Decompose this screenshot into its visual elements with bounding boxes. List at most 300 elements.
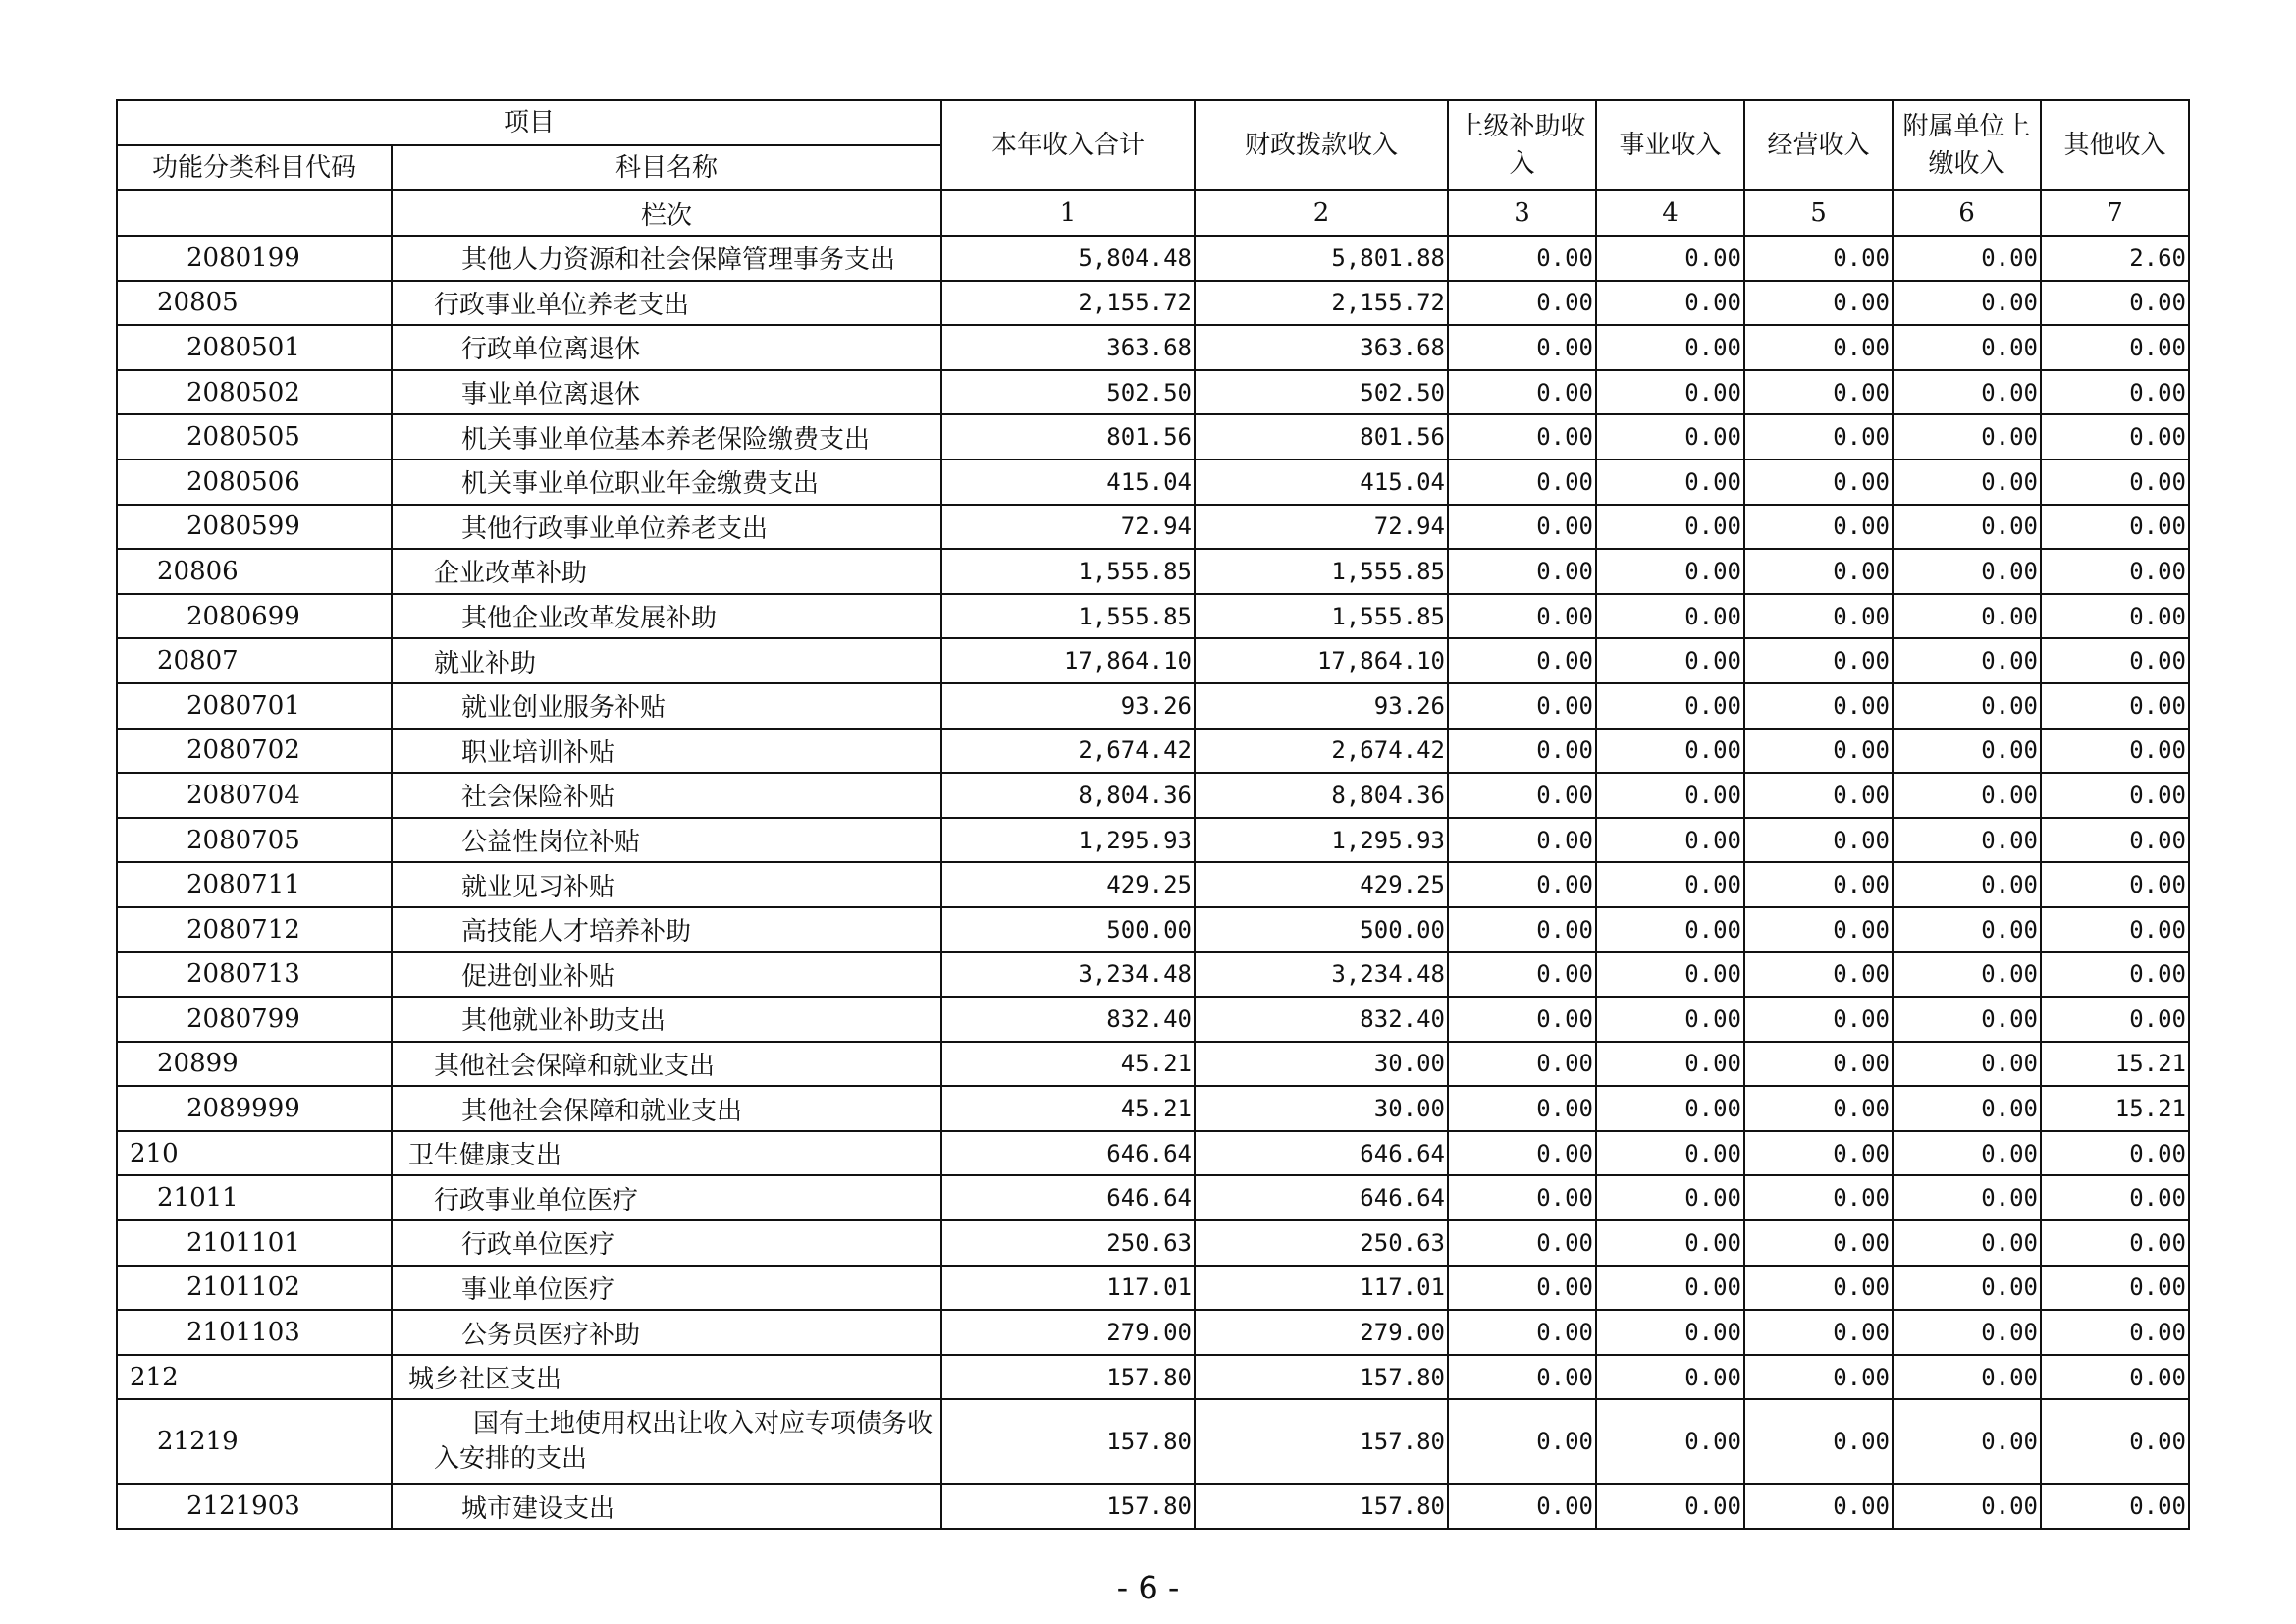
- subject-code: 2101101: [117, 1220, 392, 1266]
- amount-cell: 17,864.10: [1195, 638, 1448, 683]
- amount-cell: 415.04: [941, 460, 1195, 505]
- page-number: - 6 -: [1116, 1569, 1180, 1606]
- subject-code: 20807: [117, 638, 392, 683]
- subject-name: 事业单位医疗: [392, 1266, 941, 1311]
- column-number: 5: [1744, 190, 1893, 236]
- amount-cell: 0.00: [1893, 1484, 2041, 1529]
- subject-code: 2080702: [117, 729, 392, 774]
- subject-code: 20806: [117, 549, 392, 594]
- amount-cell: 0.00: [1596, 236, 1744, 281]
- subject-name: 促进创业补贴: [392, 952, 941, 998]
- subject-name: 其他社会保障和就业支出: [392, 1086, 941, 1131]
- subject-code: 2080505: [117, 414, 392, 460]
- amount-cell: 0.00: [1744, 1131, 1893, 1176]
- subject-name: 行政单位离退休: [392, 325, 941, 370]
- amount-cell: 0.00: [2041, 907, 2189, 952]
- amount-cell: 0.00: [1596, 325, 1744, 370]
- table-row: [117, 1399, 2189, 1484]
- amount-cell: 2,155.72: [1195, 281, 1448, 326]
- amount-cell: 0.00: [1596, 729, 1744, 774]
- subject-code: 2089999: [117, 1086, 392, 1131]
- subject-code: 2080799: [117, 997, 392, 1042]
- table-row: [117, 1484, 2189, 1529]
- table-row: [117, 1220, 2189, 1266]
- amount-cell: 0.00: [1893, 952, 2041, 998]
- amount-cell: 0.00: [1893, 638, 2041, 683]
- amount-cell: 0.00: [1744, 325, 1893, 370]
- amount-cell: 0.00: [1893, 1266, 2041, 1311]
- amount-cell: 646.64: [941, 1175, 1195, 1220]
- subject-code: 2101103: [117, 1310, 392, 1355]
- amount-cell: 0.00: [1744, 1484, 1893, 1529]
- table-row: [117, 236, 2189, 281]
- amount-cell: 0.00: [1596, 683, 1744, 729]
- amount-cell: 0.00: [1744, 549, 1893, 594]
- amount-cell: 45.21: [941, 1042, 1195, 1087]
- col-header: 事业收入: [1596, 100, 1744, 190]
- table-row: [117, 773, 2189, 818]
- amount-cell: 0.00: [1596, 505, 1744, 550]
- subject-code: 2080713: [117, 952, 392, 998]
- subject-name: 行政事业单位医疗: [392, 1175, 941, 1220]
- subject-name: 机关事业单位基本养老保险缴费支出: [392, 414, 941, 460]
- amount-cell: 250.63: [1195, 1220, 1448, 1266]
- amount-cell: 0.00: [1596, 1042, 1744, 1087]
- amount-cell: 0.00: [1893, 594, 2041, 639]
- amount-cell: 0.00: [1596, 907, 1744, 952]
- table-row: [117, 281, 2189, 326]
- amount-cell: 0.00: [1596, 1086, 1744, 1131]
- amount-cell: 0.00: [1448, 1220, 1596, 1266]
- amount-cell: 0.00: [1744, 638, 1893, 683]
- subject-name: 国有土地使用权出让收入对应专项债务收入安排的支出: [392, 1399, 941, 1484]
- amount-cell: 502.50: [1195, 370, 1448, 415]
- column-number: 4: [1596, 190, 1744, 236]
- amount-cell: 502.50: [941, 370, 1195, 415]
- amount-cell: 0.00: [1448, 997, 1596, 1042]
- table-row: [117, 907, 2189, 952]
- table-row: [117, 1175, 2189, 1220]
- amount-cell: 0.00: [1596, 773, 1744, 818]
- amount-cell: 279.00: [941, 1310, 1195, 1355]
- subject-code: 2080701: [117, 683, 392, 729]
- amount-cell: 0.00: [1893, 997, 2041, 1042]
- amount-cell: 250.63: [941, 1220, 1195, 1266]
- amount-cell: 0.00: [1744, 281, 1893, 326]
- column-number: 7: [2041, 190, 2189, 236]
- amount-cell: 0.00: [2041, 1399, 2189, 1484]
- amount-cell: 0.00: [1893, 414, 2041, 460]
- amount-cell: 0.00: [2041, 460, 2189, 505]
- amount-cell: 0.00: [1893, 370, 2041, 415]
- col-header: 其他收入: [2041, 100, 2189, 190]
- table-row: [117, 1266, 2189, 1311]
- amount-cell: 0.00: [1893, 505, 2041, 550]
- amount-cell: 2,155.72: [941, 281, 1195, 326]
- amount-cell: 0.00: [1744, 683, 1893, 729]
- amount-cell: 2.60: [2041, 236, 2189, 281]
- amount-cell: 0.00: [1744, 729, 1893, 774]
- amount-cell: 2,674.42: [1195, 729, 1448, 774]
- amount-cell: 0.00: [1744, 773, 1893, 818]
- table-row: [117, 549, 2189, 594]
- amount-cell: 0.00: [1448, 1131, 1596, 1176]
- amount-cell: 3,234.48: [941, 952, 1195, 998]
- subject-name: 就业见习补贴: [392, 862, 941, 907]
- amount-cell: 0.00: [1448, 683, 1596, 729]
- amount-cell: 0.00: [1893, 1310, 2041, 1355]
- amount-cell: 0.00: [1893, 549, 2041, 594]
- amount-cell: 117.01: [1195, 1266, 1448, 1311]
- amount-cell: 0.00: [1596, 460, 1744, 505]
- col-header: 本年收入合计: [941, 100, 1195, 190]
- subject-code: 2080199: [117, 236, 392, 281]
- amount-cell: 0.00: [1448, 1042, 1596, 1087]
- amount-cell: 0.00: [1893, 1220, 2041, 1266]
- amount-cell: 0.00: [2041, 1355, 2189, 1400]
- amount-cell: 0.00: [1448, 952, 1596, 998]
- amount-cell: 0.00: [1893, 729, 2041, 774]
- amount-cell: 832.40: [941, 997, 1195, 1042]
- amount-cell: 0.00: [1448, 281, 1596, 326]
- subject-name: 事业单位离退休: [392, 370, 941, 415]
- amount-cell: 5,801.88: [1195, 236, 1448, 281]
- subject-name: 机关事业单位职业年金缴费支出: [392, 460, 941, 505]
- amount-cell: 0.00: [1448, 773, 1596, 818]
- amount-cell: 0.00: [2041, 638, 2189, 683]
- subject-code: 2080712: [117, 907, 392, 952]
- subject-name: 行政单位医疗: [392, 1220, 941, 1266]
- amount-cell: 0.00: [1596, 1399, 1744, 1484]
- amount-cell: 0.00: [2041, 729, 2189, 774]
- subject-name: 公务员医疗补助: [392, 1310, 941, 1355]
- amount-cell: 30.00: [1195, 1042, 1448, 1087]
- subject-code: 2080699: [117, 594, 392, 639]
- amount-cell: 415.04: [1195, 460, 1448, 505]
- amount-cell: 0.00: [2041, 1220, 2189, 1266]
- subject-code: 2080502: [117, 370, 392, 415]
- subject-name: 高技能人才培养补助: [392, 907, 941, 952]
- amount-cell: 0.00: [1893, 862, 2041, 907]
- amount-cell: 801.56: [1195, 414, 1448, 460]
- amount-cell: 0.00: [1448, 729, 1596, 774]
- amount-cell: 0.00: [1448, 907, 1596, 952]
- subject-name: 行政事业单位养老支出: [392, 281, 941, 326]
- amount-cell: 0.00: [1596, 414, 1744, 460]
- amount-cell: 0.00: [1448, 505, 1596, 550]
- amount-cell: 72.94: [1195, 505, 1448, 550]
- table-row: [117, 1310, 2189, 1355]
- table-row: [117, 370, 2189, 415]
- amount-cell: 157.80: [941, 1484, 1195, 1529]
- subject-name: 就业创业服务补贴: [392, 683, 941, 729]
- amount-cell: 0.00: [1893, 460, 2041, 505]
- subject-name: 社会保险补贴: [392, 773, 941, 818]
- amount-cell: 0.00: [2041, 1175, 2189, 1220]
- amount-cell: 0.00: [2041, 773, 2189, 818]
- amount-cell: 72.94: [941, 505, 1195, 550]
- amount-cell: 0.00: [1744, 1175, 1893, 1220]
- amount-cell: 0.00: [1744, 236, 1893, 281]
- budget-income-table: [116, 99, 2190, 1530]
- subject-code: 2080599: [117, 505, 392, 550]
- amount-cell: 0.00: [1744, 460, 1893, 505]
- amount-cell: 0.00: [2041, 1131, 2189, 1176]
- amount-cell: 0.00: [1893, 818, 2041, 863]
- amount-cell: 363.68: [1195, 325, 1448, 370]
- amount-cell: 0.00: [1744, 370, 1893, 415]
- subject-name: 卫生健康支出: [392, 1131, 941, 1176]
- amount-cell: 0.00: [1744, 818, 1893, 863]
- amount-cell: 0.00: [1596, 594, 1744, 639]
- table-row: [117, 594, 2189, 639]
- amount-cell: 0.00: [1744, 1266, 1893, 1311]
- amount-cell: 832.40: [1195, 997, 1448, 1042]
- amount-cell: 15.21: [2041, 1086, 2189, 1131]
- amount-cell: 0.00: [1893, 907, 2041, 952]
- table-row: [117, 1355, 2189, 1400]
- subject-name: 其他行政事业单位养老支出: [392, 505, 941, 550]
- amount-cell: 0.00: [1448, 818, 1596, 863]
- amount-cell: 0.00: [1893, 1399, 2041, 1484]
- amount-cell: 5,804.48: [941, 236, 1195, 281]
- table-body: [117, 236, 2189, 1529]
- item-header: 项目: [117, 100, 941, 145]
- amount-cell: 0.00: [1744, 952, 1893, 998]
- amount-cell: 0.00: [1893, 1086, 2041, 1131]
- amount-cell: 0.00: [2041, 505, 2189, 550]
- amount-cell: 0.00: [1596, 997, 1744, 1042]
- amount-cell: 0.00: [2041, 683, 2189, 729]
- subject-code: 2080705: [117, 818, 392, 863]
- amount-cell: 1,555.85: [941, 549, 1195, 594]
- column-number: 1: [941, 190, 1195, 236]
- amount-cell: 0.00: [1448, 236, 1596, 281]
- amount-cell: 279.00: [1195, 1310, 1448, 1355]
- amount-cell: 0.00: [1448, 549, 1596, 594]
- amount-cell: 117.01: [941, 1266, 1195, 1311]
- amount-cell: 0.00: [1893, 1042, 2041, 1087]
- amount-cell: 8,804.36: [941, 773, 1195, 818]
- amount-cell: 0.00: [1596, 952, 1744, 998]
- subject-code: 212: [117, 1355, 392, 1400]
- amount-cell: 1,295.93: [1195, 818, 1448, 863]
- subject-code: 21219: [117, 1399, 392, 1484]
- amount-cell: 0.00: [1448, 1175, 1596, 1220]
- amount-cell: 1,555.85: [1195, 549, 1448, 594]
- amount-cell: 0.00: [2041, 1310, 2189, 1355]
- col-header: 财政拨款收入: [1195, 100, 1448, 190]
- subject-code: 21011: [117, 1175, 392, 1220]
- amount-cell: 0.00: [1744, 1220, 1893, 1266]
- subject-name: 城市建设支出: [392, 1484, 941, 1529]
- amount-cell: 15.21: [2041, 1042, 2189, 1087]
- table-row: [117, 325, 2189, 370]
- amount-cell: 1,555.85: [1195, 594, 1448, 639]
- amount-cell: 0.00: [1596, 1266, 1744, 1311]
- amount-cell: 0.00: [1596, 1175, 1744, 1220]
- column-number-row: [117, 190, 2189, 236]
- subject-code: 210: [117, 1131, 392, 1176]
- amount-cell: 500.00: [941, 907, 1195, 952]
- amount-cell: 0.00: [1448, 862, 1596, 907]
- subject-code: 20899: [117, 1042, 392, 1087]
- amount-cell: 0.00: [1893, 683, 2041, 729]
- amount-cell: 0.00: [1596, 862, 1744, 907]
- amount-cell: 0.00: [2041, 594, 2189, 639]
- amount-cell: 646.64: [1195, 1131, 1448, 1176]
- col-header: 附属单位上 缴收入: [1893, 100, 2041, 190]
- amount-cell: 93.26: [1195, 683, 1448, 729]
- table-row: [117, 1131, 2189, 1176]
- empty-cell: [117, 190, 392, 236]
- amount-cell: 1,295.93: [941, 818, 1195, 863]
- amount-cell: 0.00: [1744, 594, 1893, 639]
- amount-cell: 0.00: [2041, 1484, 2189, 1529]
- column-number: 2: [1195, 190, 1448, 236]
- amount-cell: 646.64: [941, 1131, 1195, 1176]
- amount-cell: 0.00: [1596, 1220, 1744, 1266]
- amount-cell: 0.00: [1744, 907, 1893, 952]
- amount-cell: 0.00: [1596, 638, 1744, 683]
- code-header: 功能分类科目代码: [117, 145, 392, 190]
- amount-cell: 0.00: [2041, 325, 2189, 370]
- amount-cell: 2,674.42: [941, 729, 1195, 774]
- amount-cell: 157.80: [1195, 1484, 1448, 1529]
- amount-cell: 0.00: [1744, 1399, 1893, 1484]
- amount-cell: 0.00: [1596, 1484, 1744, 1529]
- amount-cell: 45.21: [941, 1086, 1195, 1131]
- amount-cell: 0.00: [1596, 818, 1744, 863]
- column-number: 3: [1448, 190, 1596, 236]
- amount-cell: 0.00: [1744, 1086, 1893, 1131]
- amount-cell: 500.00: [1195, 907, 1448, 952]
- table-row: [117, 818, 2189, 863]
- table-row: [117, 638, 2189, 683]
- amount-cell: 0.00: [1744, 1310, 1893, 1355]
- amount-cell: 157.80: [1195, 1355, 1448, 1400]
- subject-code: 2080711: [117, 862, 392, 907]
- table-row: [117, 729, 2189, 774]
- subject-name: 企业改革补助: [392, 549, 941, 594]
- amount-cell: 0.00: [1448, 1086, 1596, 1131]
- amount-cell: 8,804.36: [1195, 773, 1448, 818]
- amount-cell: 0.00: [2041, 281, 2189, 326]
- amount-cell: 0.00: [1893, 281, 2041, 326]
- amount-cell: 0.00: [1596, 1131, 1744, 1176]
- subject-code: 2080506: [117, 460, 392, 505]
- amount-cell: 0.00: [1893, 773, 2041, 818]
- amount-cell: 0.00: [1448, 1310, 1596, 1355]
- amount-cell: 0.00: [1893, 1355, 2041, 1400]
- amount-cell: 429.25: [941, 862, 1195, 907]
- column-index-label: 栏次: [392, 190, 941, 236]
- amount-cell: 0.00: [1448, 370, 1596, 415]
- subject-name: 其他社会保障和就业支出: [392, 1042, 941, 1087]
- amount-cell: 0.00: [1596, 281, 1744, 326]
- subject-name: 其他人力资源和社会保障管理事务支出: [392, 236, 941, 281]
- amount-cell: 3,234.48: [1195, 952, 1448, 998]
- amount-cell: 0.00: [1448, 460, 1596, 505]
- amount-cell: 1,555.85: [941, 594, 1195, 639]
- subject-name: 职业培训补贴: [392, 729, 941, 774]
- subject-code: 2121903: [117, 1484, 392, 1529]
- table-row: [117, 414, 2189, 460]
- table-row: [117, 1042, 2189, 1087]
- subject-code: 2101102: [117, 1266, 392, 1311]
- col-header: 上级补助收 入: [1448, 100, 1596, 190]
- amount-cell: 0.00: [1448, 414, 1596, 460]
- amount-cell: 646.64: [1195, 1175, 1448, 1220]
- table-row: [117, 683, 2189, 729]
- table-row: [117, 505, 2189, 550]
- amount-cell: 0.00: [1448, 1399, 1596, 1484]
- table-row: [117, 952, 2189, 998]
- amount-cell: 0.00: [1596, 1355, 1744, 1400]
- subject-name: 就业补助: [392, 638, 941, 683]
- subject-name: 其他就业补助支出: [392, 997, 941, 1042]
- table-row: [117, 1086, 2189, 1131]
- amount-cell: 157.80: [941, 1399, 1195, 1484]
- col-header: 经营收入: [1744, 100, 1893, 190]
- amount-cell: 0.00: [1893, 325, 2041, 370]
- amount-cell: 0.00: [1448, 1484, 1596, 1529]
- amount-cell: 0.00: [2041, 549, 2189, 594]
- amount-cell: 0.00: [2041, 818, 2189, 863]
- amount-cell: 0.00: [1744, 505, 1893, 550]
- amount-cell: 363.68: [941, 325, 1195, 370]
- amount-cell: 0.00: [2041, 1266, 2189, 1311]
- amount-cell: 0.00: [2041, 862, 2189, 907]
- amount-cell: 30.00: [1195, 1086, 1448, 1131]
- amount-cell: 0.00: [1893, 1131, 2041, 1176]
- amount-cell: 0.00: [1448, 638, 1596, 683]
- amount-cell: 429.25: [1195, 862, 1448, 907]
- table-row: [117, 862, 2189, 907]
- amount-cell: 0.00: [1448, 594, 1596, 639]
- amount-cell: 0.00: [1744, 414, 1893, 460]
- subject-code: 20805: [117, 281, 392, 326]
- amount-cell: 0.00: [1448, 325, 1596, 370]
- amount-cell: 0.00: [1596, 549, 1744, 594]
- amount-cell: 0.00: [2041, 370, 2189, 415]
- amount-cell: 0.00: [1448, 1355, 1596, 1400]
- amount-cell: 0.00: [1596, 370, 1744, 415]
- subject-name: 其他企业改革发展补助: [392, 594, 941, 639]
- amount-cell: 801.56: [941, 414, 1195, 460]
- amount-cell: 0.00: [1596, 1310, 1744, 1355]
- amount-cell: 0.00: [1744, 1355, 1893, 1400]
- amount-cell: 0.00: [2041, 997, 2189, 1042]
- amount-cell: 0.00: [2041, 414, 2189, 460]
- amount-cell: 0.00: [1893, 236, 2041, 281]
- amount-cell: 93.26: [941, 683, 1195, 729]
- amount-cell: 0.00: [1893, 1175, 2041, 1220]
- amount-cell: 0.00: [1744, 997, 1893, 1042]
- amount-cell: 157.80: [1195, 1399, 1448, 1484]
- subject-name: 城乡社区支出: [392, 1355, 941, 1400]
- table-row: [117, 997, 2189, 1042]
- amount-cell: 0.00: [1744, 862, 1893, 907]
- subject-code: 2080501: [117, 325, 392, 370]
- amount-cell: 157.80: [941, 1355, 1195, 1400]
- column-number: 6: [1893, 190, 2041, 236]
- amount-cell: 0.00: [1448, 1266, 1596, 1311]
- subject-code: 2080704: [117, 773, 392, 818]
- amount-cell: 0.00: [2041, 952, 2189, 998]
- table-row: [117, 460, 2189, 505]
- amount-cell: 17,864.10: [941, 638, 1195, 683]
